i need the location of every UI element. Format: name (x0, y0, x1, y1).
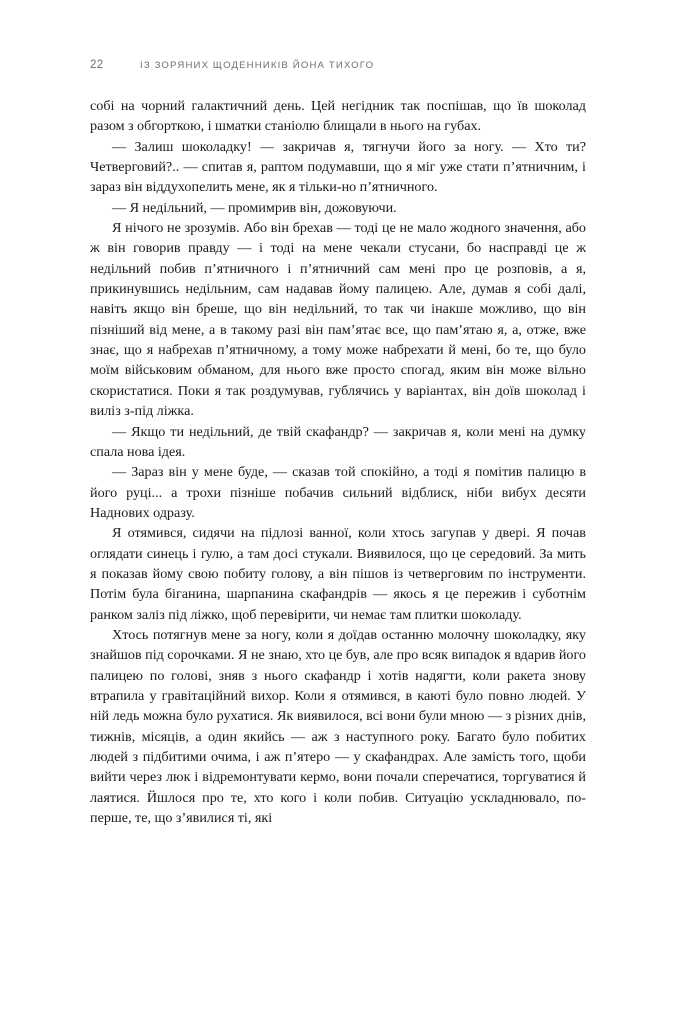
running-header (90, 59, 586, 77)
paragraph: Хтось потягнув мене за ногу, коли я доїдав останню молочну шоколадку, яку знайшов під сорочками. Я не знаю, хто це був, але про всяк випадок я вдарив його палицею по голові, зняв з нього скафандр і хотів надягти, коли ракета знову втрапила у гравітаційний вихор. Коли я отямився, в каюті було повно людей. У ній ледь можна було рухатися. Як виявилося, всі вони були мною — з різних днів, тижнів, місяців, а один якийсь — аж з наступного року. Багато було побитих людей з підбитими очима, і аж п’ятеро — у скафандрах. Але замість того, щоби вийти через люк і відремонтувати кермо, вони почали сперечатися, торгуватися й лаятися. Йшлося про те, хто кого і коли побив. Ситуацію ускладнювало, по-перше, те, що з’явилися ті, які (90, 626, 586, 827)
paragraph: — Якщо ти недільний, де твій скафандр? — закричав я, коли мені на думку спала нова ідея. (90, 423, 586, 460)
paragraph: Я нічого не зрозумів. Або він брехав — тоді це не мало жодного значення, або ж він говорив правду — і тоді на мене чекали стусани, бо насправді це ж недільний побив п’ятничного і п’ятничний сам мені про це розповів, а я, прикинувшись недільним, сам надавав йому палицею. Але, думав я собі далі, навіть якщо він бреше, що він недільний, то так чи інакше можливо, що він пізніший від мене, а в такому разі він пам’ятає все, що пам’ятаю я, а, отже, вже знає, що я набрехав п’ятничному, а тому може набрехати й мені, бо те, що було моїм військовим обманом, для нього вже просто спогад, яким він може вільно скористатися. Поки я так роздумував, гублячись у варіантах, він доїв шоколад і виліз з-під ліжка. (90, 220, 586, 420)
paragraph: — Я недільний, — промимрив він, дожовуючи. (112, 199, 397, 216)
paragraph: Я отямився, сидячи на підлозі ванної, коли хтось загупав у двері. Я почав оглядати синець і ґулю, а там досі стукали. Виявилося, що це середовий. За мить я показав йому свою побиту голову, а він пішов із четверговим по інструменти. Потім була біганина, шарпанина скафандрів — якось я це пережив і суботнім ранком заліз під ліжко, щоб перевірити, чи немає там плитки шоколаду. (90, 525, 586, 623)
paragraph: — Залиш шоколадку! — закричав я, тягнучи його за ногу. — Хто ти? Четверговий?.. — спитав я, раптом подумавши, що я міг уже стати п’ятничним, і зараз він віддухопелить мене, як я тільки-но п’ятничного. (90, 138, 586, 196)
body-text-block (90, 96, 586, 828)
paragraph: собі на чорний галактичний день. Цей негідник так поспішав, що їв шоколад разом з обгорткою, і шматки станіолю блищали в нього на губах. (90, 98, 586, 135)
running-title: ІЗ ЗОРЯНИХ ЩОДЕННИКІВ ЙОНА ТИХОГО (140, 60, 375, 71)
paragraph: — Зараз він у мене буде, — сказав той спокійно, а тоді я помітив палицю в його руці... а трохи пізніше побачив сильний відблиск, ніби вибух десяти Наднових одразу. (90, 464, 586, 521)
page-number: 22 (90, 59, 104, 71)
